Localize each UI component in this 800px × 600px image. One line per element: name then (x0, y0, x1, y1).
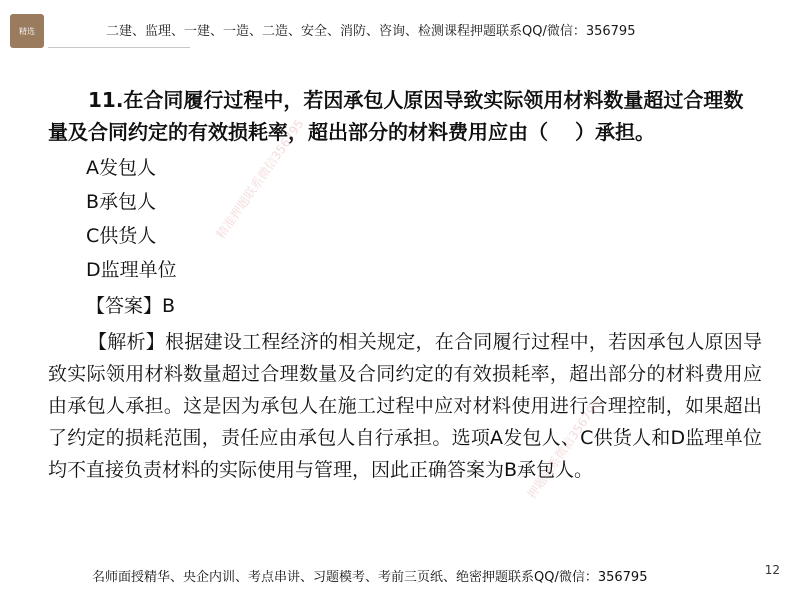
brand-logo-text: 精选 (19, 26, 35, 36)
option-b: B承包人 (86, 191, 157, 213)
page-number: 12 (764, 563, 780, 577)
answer-text: 【答案】B (86, 295, 176, 317)
option-a: A发包人 (86, 157, 156, 179)
brand-logo (10, 14, 44, 48)
option-d: D监理单位 (86, 259, 177, 281)
header-divider (48, 47, 190, 48)
option-list (86, 151, 177, 287)
option-c: C供货人 (86, 225, 157, 247)
footer-banner: 名师面授精华、央企内训、考点串讲、习题模考、考前三页纸、绝密押题联系QQ/微信：356795 (92, 570, 648, 585)
analysis-text: 【解析】根据建设工程经济的相关规定，在合同履行过程中，若因承包人原因导致实际领用材料数量超过合理数量及合同约定的有效损耗率，超出部分的材料费用应由承包人承担。这是因为承包人在施工过程中应对材料使用进行合理控制，如果超出了约定的损耗范围，责任应由承包人自行承担。选项A发包人、C供货人和D监理单位均不直接负责材料的实际使用与管理，因此正确答案为B承包人。 (48, 331, 762, 481)
question-text: 11.在合同履行过程中，若因承包人原因导致实际领用材料数量超过合理数量及合同约定的有效损耗率，超出部分的材料费用应由（ ）承担。 (48, 88, 744, 144)
watermark-1: 精准押题联系微信356795 (213, 116, 307, 242)
header-banner: 二建、监理、一建、一造、二造、安全、消防、咨询、检测课程押题联系QQ/微信：356795 (106, 24, 636, 39)
watermark-2: 押题联系微信356795 (524, 396, 604, 502)
